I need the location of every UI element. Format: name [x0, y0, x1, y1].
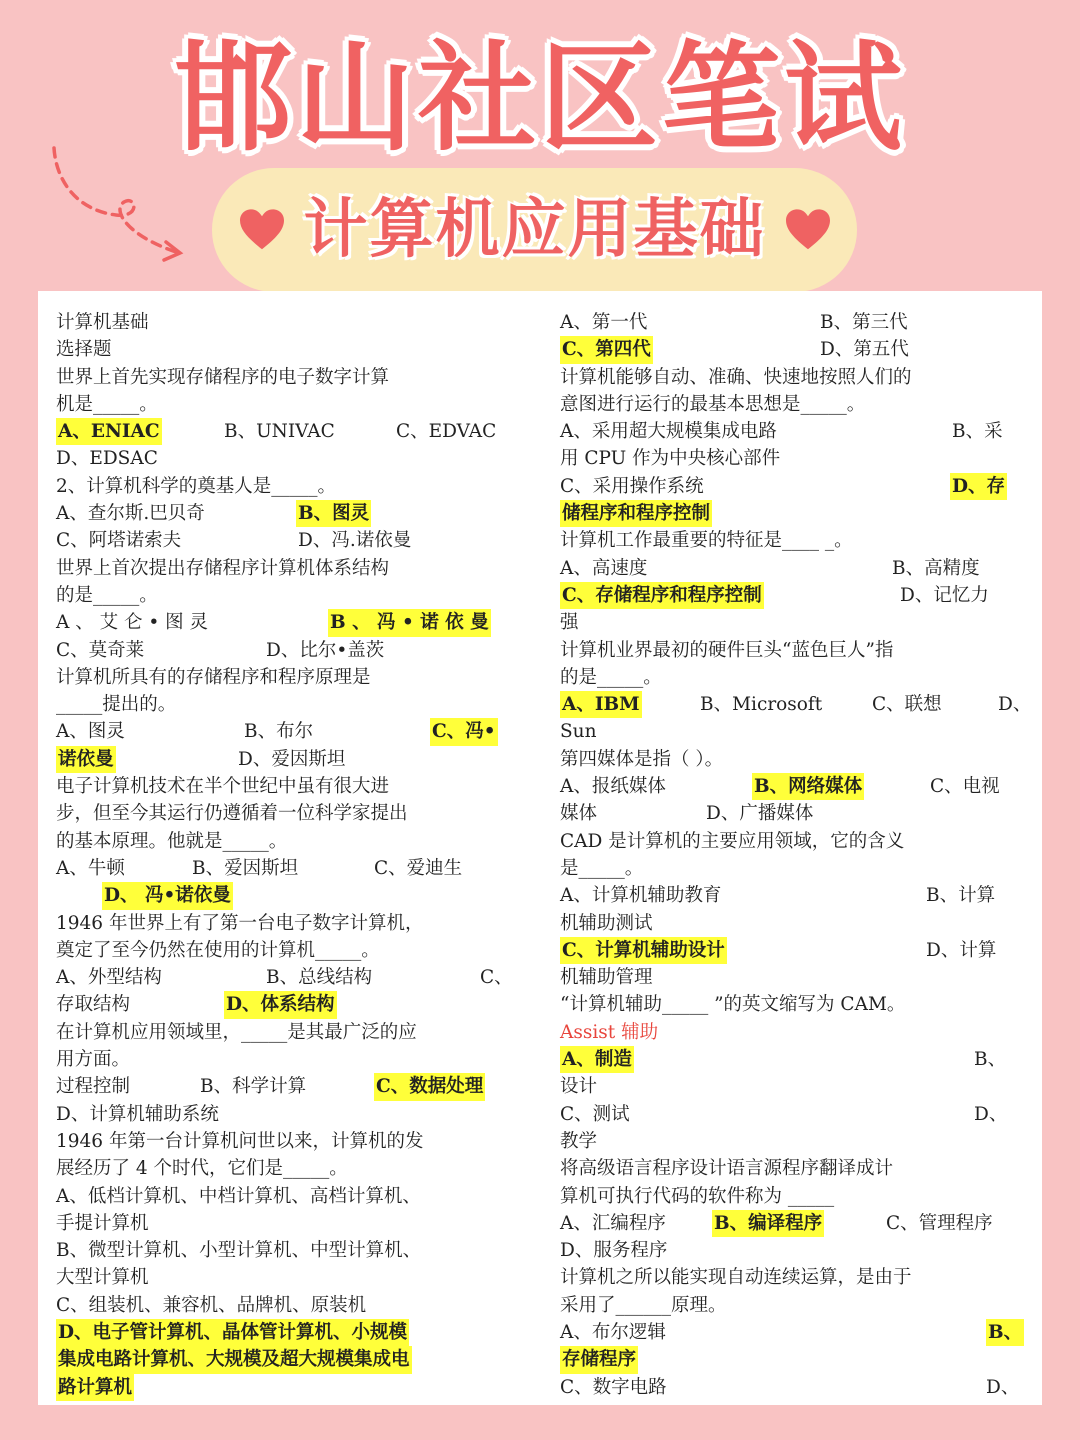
highlighted-answer: 存储程序	[560, 1346, 638, 1373]
text-segment: C、EDVAC	[396, 421, 497, 443]
text-line	[560, 473, 1026, 500]
text-line	[560, 800, 1026, 827]
text-segment: 教学	[560, 1130, 598, 1152]
text-segment: 计算机工作最重要的特征是____ _。	[560, 530, 853, 552]
text-segment: A、高速度	[560, 557, 648, 579]
text-segment: 1946 年世界上有了第一台电子数字计算机，	[56, 912, 424, 934]
text-line	[560, 1210, 1026, 1237]
text-segment: D、	[986, 1376, 1020, 1398]
text-segment: 选择题	[56, 339, 112, 361]
text-line	[56, 309, 518, 336]
text-segment: 的是_____。	[560, 666, 662, 688]
text-segment: 意图进行运行的最基本思想是_____。	[560, 393, 866, 415]
text-line	[560, 391, 1026, 418]
highlighted-answer: C、计算机辅助设计	[560, 937, 727, 964]
text-segment: 的基本原理。他就是_____。	[56, 830, 288, 852]
text-line	[560, 691, 1032, 718]
left-column	[56, 309, 518, 1401]
text-segment: B、UNIVAC	[224, 421, 335, 443]
text-segment: 世界上首次提出存储程序计算机体系结构	[56, 557, 390, 579]
text-segment: C、爱迪生	[374, 857, 463, 879]
text-segment: C、电视	[930, 776, 1000, 798]
text-line	[56, 773, 518, 800]
text-line	[560, 882, 1026, 909]
text-segment: 计算机之所以能实现自动连续运算，是由于	[560, 1267, 912, 1289]
text-segment: D、冯.诺依曼	[298, 530, 412, 552]
text-line	[560, 746, 1026, 773]
text-segment: A、计算机辅助教育	[560, 885, 722, 907]
text-segment: 用方面。	[56, 1049, 131, 1071]
text-segment: D、第五代	[820, 339, 909, 361]
text-line	[560, 1346, 1026, 1373]
text-segment: A、查尔斯.巴贝奇	[56, 503, 205, 525]
text-segment: 机辅助管理	[560, 967, 653, 989]
text-segment: A、图灵	[56, 721, 125, 743]
text-line	[56, 910, 518, 937]
text-segment: D、	[974, 1103, 1008, 1125]
highlighted-answer: B 、 冯 • 诺 依 曼	[328, 609, 491, 636]
text-segment: 世界上首先实现存储程序的电子数字计算	[56, 366, 390, 388]
text-segment: D、记忆力	[900, 584, 989, 606]
highlighted-answer: A、IBM	[560, 691, 642, 718]
text-segment: B、布尔	[244, 721, 314, 743]
text-segment: C、组装机、兼容机、品牌机、原装机	[56, 1294, 367, 1316]
text-segment: 2、计算机科学的奠基人是_____。	[56, 475, 337, 497]
text-line	[56, 364, 518, 391]
text-line	[56, 637, 518, 664]
text-line	[56, 855, 518, 882]
text-line	[56, 828, 518, 855]
text-segment: 机辅助测试	[560, 912, 653, 934]
text-segment: B、采	[952, 421, 1003, 443]
text-line	[56, 391, 518, 418]
highlighted-answer: D、电子管计算机、晶体管计算机、小规模	[56, 1319, 409, 1346]
text-segment: D、计算机辅助系统	[56, 1103, 219, 1125]
subtitle: 计算机应用基础	[303, 193, 766, 267]
text-line	[560, 964, 1026, 991]
text-segment: C、联想	[872, 694, 942, 716]
text-line	[56, 1128, 518, 1155]
highlighted-answer: C、冯•	[430, 718, 498, 745]
text-segment: 计算机业界最初的硬件巨头“蓝色巨人”指	[560, 639, 894, 661]
text-segment: 大型计算机	[56, 1267, 149, 1289]
text-line	[560, 500, 1026, 527]
text-line	[560, 1101, 1026, 1128]
text-line	[56, 882, 518, 909]
text-line	[560, 1046, 1026, 1073]
text-segment: 设计	[560, 1076, 598, 1098]
text-segment: C、采用操作系统	[560, 475, 704, 497]
text-line	[560, 555, 1026, 582]
highlighted-answer: B、	[986, 1319, 1024, 1346]
text-segment: 展经历了 4 个时代，它们是_____。	[56, 1158, 348, 1180]
text-segment: 过程控制	[56, 1076, 131, 1098]
text-line	[56, 336, 518, 363]
text-line	[56, 937, 518, 964]
text-segment: C、数字电路	[560, 1376, 667, 1398]
text-line	[560, 1264, 1026, 1291]
text-segment: A 、 艾 仑 • 图 灵	[56, 612, 209, 634]
highlighted-answer: 路计算机	[56, 1374, 134, 1401]
text-segment: B、微型计算机、小型计算机、中型计算机、	[56, 1240, 422, 1262]
text-segment: B、爱因斯坦	[192, 857, 299, 879]
text-segment: “计算机辅助_____ ”的英文缩写为 CAM。	[560, 994, 906, 1016]
highlighted-answer: B、编译程序	[712, 1210, 824, 1237]
dashed-arrow-icon	[46, 140, 196, 270]
text-segment: C、莫奇莱	[56, 639, 145, 661]
text-segment: A、外型结构	[56, 967, 162, 989]
text-segment: B、第三代	[820, 312, 908, 333]
text-line	[56, 1264, 518, 1291]
text-segment: 第四媒体是指（ ）。	[560, 748, 724, 770]
text-segment: D、爱因斯坦	[238, 748, 346, 770]
text-segment: 存取结构	[56, 994, 131, 1016]
text-line	[56, 582, 518, 609]
text-line	[56, 1237, 518, 1264]
text-line	[56, 991, 518, 1018]
text-segment: _____提出的。	[56, 694, 177, 716]
text-line	[560, 855, 1026, 882]
text-line	[56, 1101, 518, 1128]
text-segment: B、计算	[926, 885, 996, 907]
text-line	[56, 964, 518, 991]
text-line	[56, 1346, 518, 1373]
text-segment: A、布尔逻辑	[560, 1321, 666, 1343]
text-segment: A、第一代	[560, 312, 648, 333]
text-segment: 计算机基础	[56, 312, 149, 333]
text-segment: D、	[998, 694, 1032, 716]
text-segment: A、采用超大规模集成电路	[560, 421, 777, 443]
text-line	[560, 910, 1026, 937]
text-line	[560, 637, 1026, 664]
text-line	[56, 609, 518, 636]
text-line	[560, 582, 1026, 609]
text-line	[560, 937, 1026, 964]
text-segment: D、EDSAC	[56, 448, 158, 470]
highlighted-answer: 诺依曼	[56, 746, 116, 773]
text-line	[56, 473, 518, 500]
text-segment: B、	[974, 1049, 1007, 1071]
text-segment: CAD 是计算机的主要应用领域，它的含义	[560, 830, 905, 852]
highlighted-answer: 集成电路计算机、大规模及超大规模集成电	[56, 1346, 412, 1373]
highlighted-answer: D、 冯•诺依曼	[102, 882, 233, 909]
text-line	[56, 691, 518, 718]
text-segment: A、牛顿	[56, 857, 125, 879]
text-line	[560, 609, 1026, 636]
page-title: 邯山社区笔试	[173, 29, 906, 167]
text-segment: D、服务程序	[560, 1240, 668, 1262]
highlighted-answer: B、图灵	[296, 500, 371, 527]
text-segment: B、高精度	[892, 557, 980, 579]
highlighted-answer: B、网络媒体	[752, 773, 864, 800]
text-line	[560, 773, 1026, 800]
text-line	[560, 1019, 1026, 1046]
text-segment: 采用了______原理。	[560, 1294, 727, 1316]
text-segment: 用 CPU 作为中央核心部件	[560, 448, 781, 470]
text-segment: B、Microsoft	[700, 694, 823, 716]
text-line	[56, 1073, 518, 1100]
text-segment: A、报纸媒体	[560, 776, 666, 798]
text-segment: D、广播媒体	[706, 803, 814, 825]
text-segment: 计算机能够自动、准确、快速地按照人们的	[560, 366, 912, 388]
text-segment: C、测试	[560, 1103, 630, 1125]
text-line	[56, 1046, 518, 1073]
text-segment: C、管理程序	[886, 1212, 993, 1234]
text-line	[56, 1374, 518, 1401]
highlighted-answer: 储程序和程序控制	[560, 500, 712, 527]
text-line	[56, 1183, 518, 1210]
text-line	[56, 1319, 518, 1346]
highlighted-answer: D、体系结构	[224, 991, 337, 1018]
text-segment: 机是_____。	[56, 393, 158, 415]
text-segment: 奠定了至今仍然在使用的计算机_____。	[56, 939, 380, 961]
text-line	[56, 445, 518, 472]
text-line	[56, 555, 518, 582]
highlighted-answer: C、存储程序和程序控制	[560, 582, 764, 609]
text-segment: D、计算	[926, 939, 997, 961]
text-segment: 将高级语言程序设计语言源程序翻译成计	[560, 1158, 894, 1180]
text-line	[560, 418, 1026, 445]
text-segment: B、科学计算	[200, 1076, 307, 1098]
text-line	[560, 527, 1026, 554]
highlighted-answer: C、第四代	[560, 336, 653, 363]
heart-icon	[786, 208, 830, 252]
text-line	[56, 1155, 518, 1182]
text-line	[56, 527, 518, 554]
text-segment: A、低档计算机、中档计算机、高档计算机、	[56, 1185, 421, 1207]
text-segment: 在计算机应用领域里，_____是其最广泛的应	[56, 1021, 417, 1043]
text-line	[560, 364, 1026, 391]
right-column	[560, 309, 1032, 1401]
text-line	[560, 1155, 1026, 1182]
text-line	[560, 309, 1026, 336]
text-line	[560, 664, 1026, 691]
text-segment: C、	[480, 967, 513, 989]
text-line	[560, 991, 1026, 1018]
text-segment: 的是_____。	[56, 584, 158, 606]
text-segment: 手提计算机	[56, 1212, 149, 1234]
exam-document	[38, 291, 1042, 1405]
text-segment: 1946 年第一台计算机问世以来，计算机的发	[56, 1130, 424, 1152]
text-line	[560, 1319, 1026, 1346]
text-line	[560, 1292, 1026, 1319]
text-line	[56, 500, 518, 527]
text-segment: D、比尔•盖茨	[266, 639, 385, 661]
text-line	[56, 1292, 518, 1319]
text-line	[56, 1019, 518, 1046]
text-line	[560, 718, 1026, 745]
text-segment: 强	[560, 612, 579, 634]
text-segment: B、总线结构	[266, 967, 373, 989]
text-segment: C、阿塔诺索夫	[56, 530, 182, 552]
text-line	[560, 1237, 1026, 1264]
highlighted-answer: A、ENIAC	[56, 418, 162, 445]
text-line	[560, 828, 1026, 855]
text-line	[560, 336, 1026, 363]
text-line	[560, 1128, 1026, 1155]
text-segment: 算机可执行代码的软件称为 _____	[560, 1185, 835, 1207]
text-segment: 步，但至今其运行仍遵循着一位科学家提出	[56, 803, 408, 825]
subtitle-banner	[212, 168, 857, 292]
text-line	[560, 1183, 1026, 1210]
text-segment: A、汇编程序	[560, 1212, 666, 1234]
text-segment: Sun	[560, 721, 597, 743]
text-segment: 电子计算机技术在半个世纪中虽有很大进	[56, 776, 390, 798]
text-segment: 是_____。	[560, 857, 644, 879]
highlighted-answer: D、存	[950, 473, 1007, 500]
text-line	[56, 718, 518, 745]
text-line	[560, 1374, 1026, 1401]
text-line	[56, 800, 518, 827]
text-line	[560, 1073, 1026, 1100]
text-segment: 计算机所具有的存储程序和程序原理是	[56, 666, 371, 688]
text-segment: Assist 辅助	[560, 1021, 659, 1043]
highlighted-answer: A、制造	[560, 1046, 634, 1073]
text-segment: 媒体	[560, 803, 598, 825]
text-line	[56, 1210, 518, 1237]
text-line	[56, 418, 518, 445]
text-line	[56, 664, 518, 691]
text-line	[560, 445, 1026, 472]
highlighted-answer: C、数据处理	[374, 1073, 485, 1100]
text-line	[56, 746, 518, 773]
